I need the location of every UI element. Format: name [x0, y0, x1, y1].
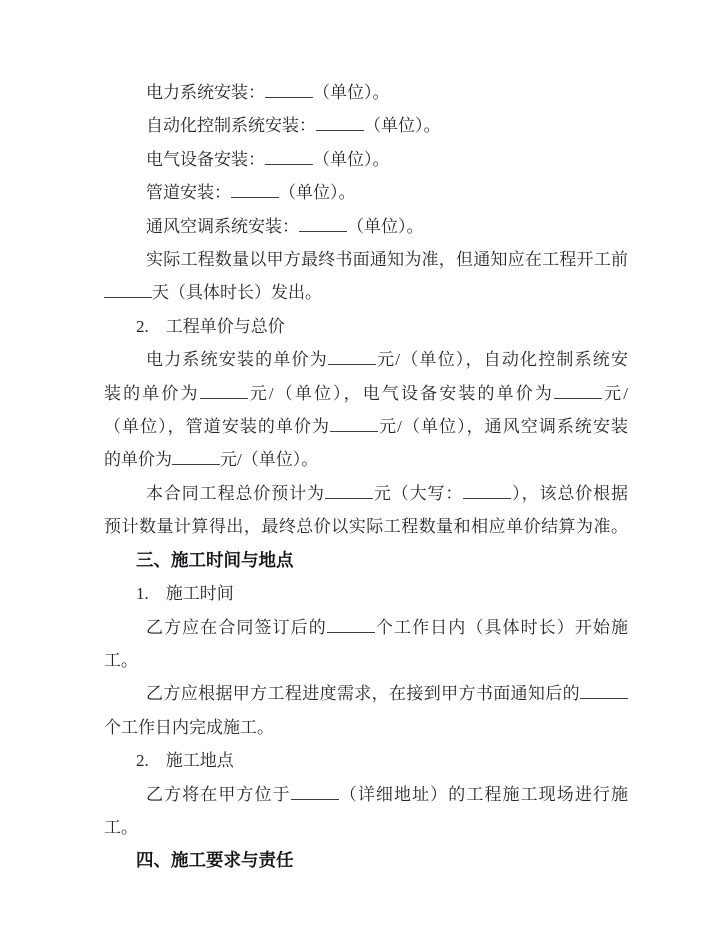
- para-site-location-line-2: 工。: [104, 817, 138, 837]
- para-unit-prices-line-2: 装的单价为 元/（单位），电气设备安装的单价为 元/: [104, 383, 628, 403]
- para-start-time-line-2: 工。: [104, 650, 138, 670]
- blank-fill-in-field: [580, 684, 628, 699]
- heading-section-3-time-place: 三、施工时间与地点: [136, 549, 294, 570]
- blank-fill-in-field: [172, 450, 220, 465]
- blank-fill-in-field: [265, 83, 313, 98]
- blank-fill-in-field: [299, 217, 347, 232]
- para-total-price-line-2: 预计数量计算得出，最终总价以实际工程数量和相应单价结算为准。: [104, 517, 628, 537]
- para-completion-time-line-2: 个工作日内完成施工。: [104, 717, 274, 737]
- para-actual-quantity-line-2: 天（具体时长）发出。: [104, 276, 628, 309]
- line-power-system-install: 电力系统安装： （单位）。: [146, 83, 390, 102]
- para-total-price-line-1: 本合同工程总价预计为 元（大写： ），该总价根据: [146, 483, 629, 503]
- blank-fill-in-field: [200, 384, 248, 399]
- para-actual-quantity-line-1: 实际工程数量以甲方最终书面通知为准，但通知应在工程开工前: [146, 250, 628, 270]
- line-hvac-system-install: 通风空调系统安装： （单位）。: [146, 216, 424, 236]
- blank-fill-in-field: [328, 350, 376, 365]
- line-pipeline-install: 管道安装： （单位）。: [146, 183, 356, 203]
- para-site-location-line-1: 乙方将在甲方位于 （详细地址）的工程施工现场进行施: [146, 784, 629, 804]
- para-unit-prices-line-4: 的单价为 元/（单位）。: [104, 450, 319, 470]
- blank-fill-in-field: [327, 618, 375, 633]
- blank-fill-in-field: [291, 785, 339, 800]
- blank-fill-in-field: [330, 417, 378, 432]
- blank-fill-in-field: [554, 384, 602, 399]
- para-unit-prices-line-1: 电力系统安装的单价为 元/（单位），自动化控制系统安: [146, 350, 628, 370]
- para-unit-prices-line-3: （单位），管道安装的单价为 元/（单位），通风空调系统安装: [104, 417, 628, 437]
- blank-fill-in-field: [463, 484, 511, 499]
- blank-fill-in-field: [104, 283, 152, 298]
- blank-fill-in-field: [231, 183, 279, 198]
- blank-fill-in-field: [265, 150, 313, 165]
- blank-fill-in-field: [325, 484, 373, 499]
- blank-fill-in-field: [316, 116, 364, 131]
- item-construction-site: 2. 施工地点: [136, 751, 234, 771]
- heading-section-4-requirements: 四、施工要求与责任: [136, 850, 294, 871]
- item-unit-and-total-price: 2. 工程单价与总价: [136, 316, 285, 336]
- para-start-time-line-1: 乙方应在合同签订后的 个工作日内（具体时长）开始施: [146, 617, 629, 637]
- para-completion-time-line-1: 乙方应根据甲方工程进度需求，在接到甲方书面通知后的: [104, 677, 628, 710]
- line-automation-system-install: 自动化控制系统安装： （单位）。: [146, 116, 441, 136]
- line-electrical-equip-install: 电气设备安装： （单位）。: [146, 149, 390, 169]
- item-construction-time: 1. 施工时间: [136, 584, 234, 604]
